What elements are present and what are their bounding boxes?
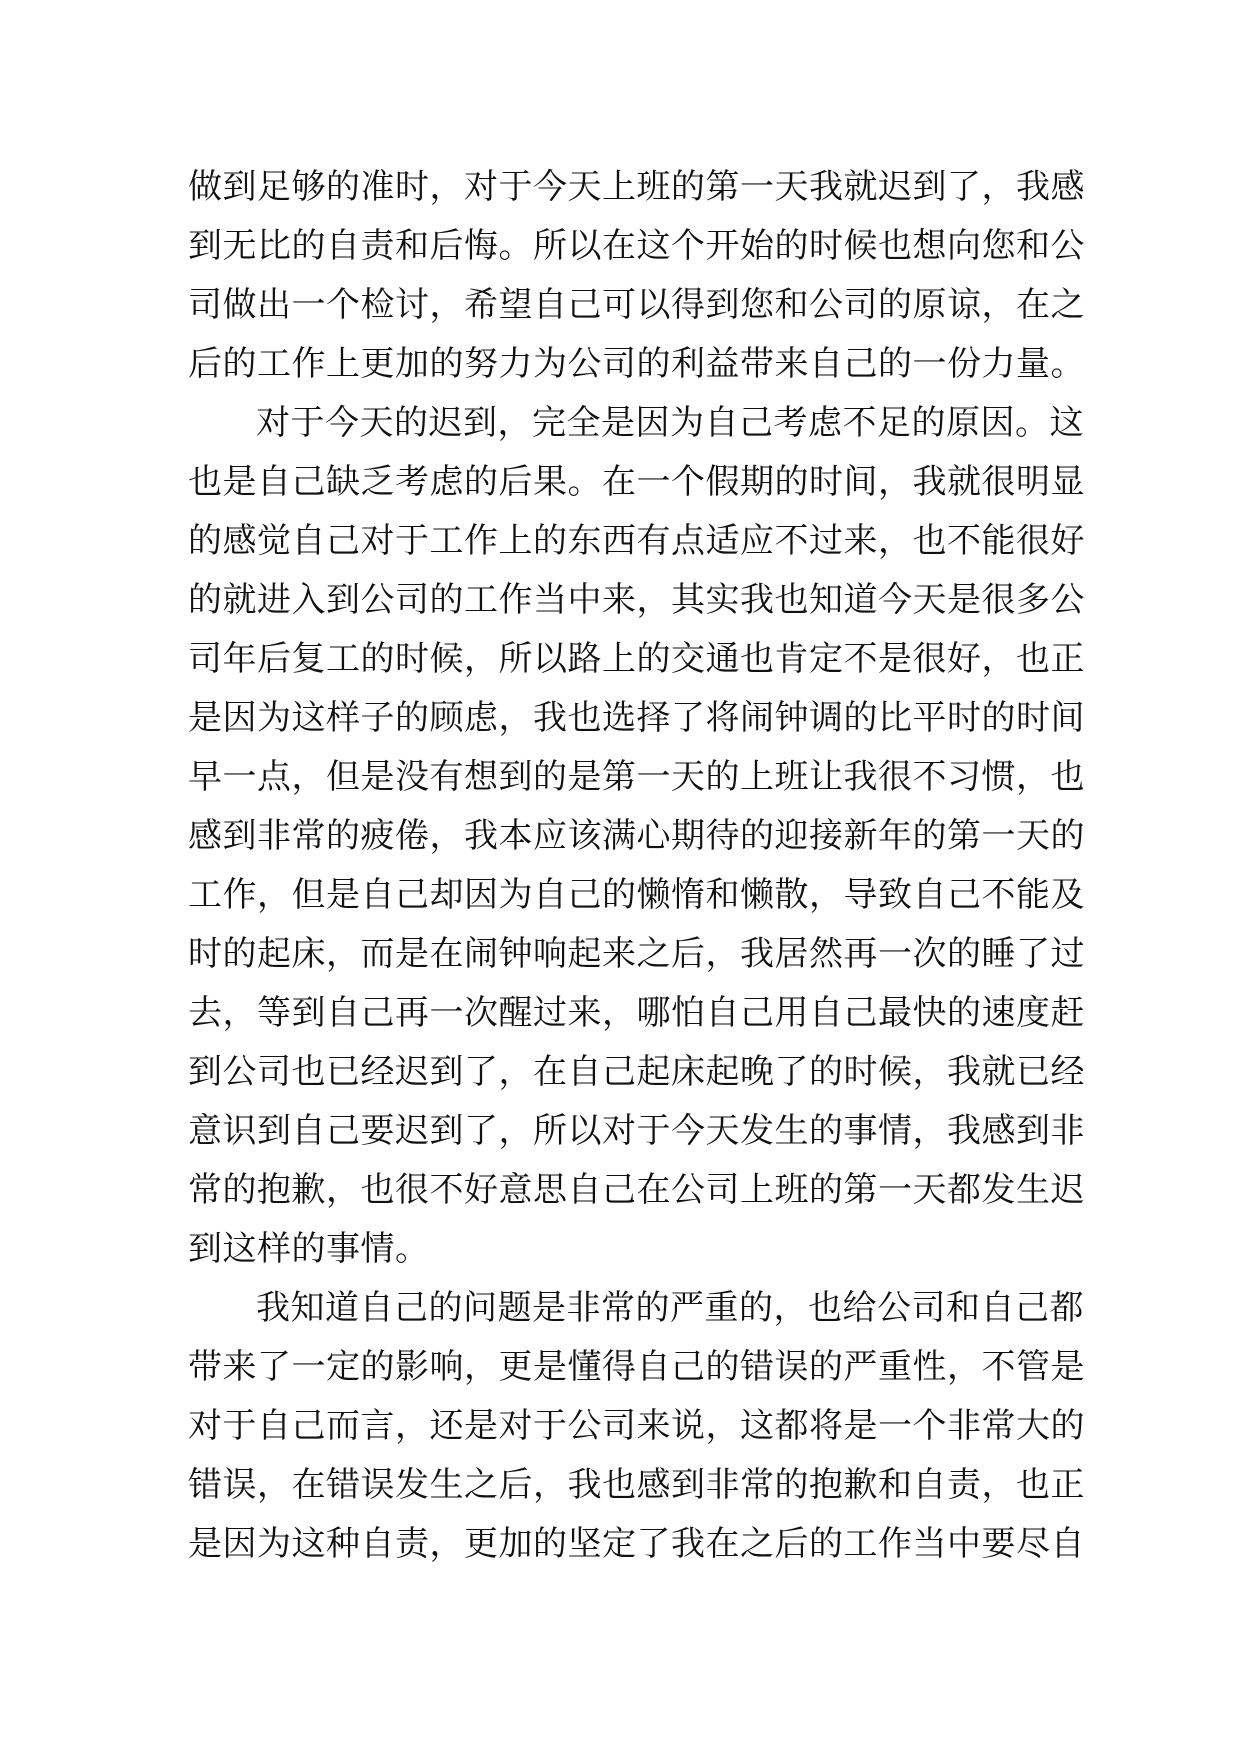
text-line: 司年后复工的时候，所以路上的交通也肯定不是很好，也正 — [188, 639, 1085, 679]
paragraph-1 — [188, 158, 1085, 394]
document-body — [188, 158, 1085, 1574]
text-line: 的就进入到公司的工作当中来，其实我也知道今天是很多公 — [188, 580, 1085, 620]
text-line: 对于自己而言，还是对于公司来说，这都将是一个非常大的 — [188, 1406, 1085, 1446]
text-line: 时的起床，而是在闹钟响起来之后，我居然再一次的睡了过 — [188, 934, 1085, 974]
text-line: 我知道自己的问题是非常的严重的，也给公司和自己都 — [256, 1288, 1084, 1328]
text-line: 错误，在错误发生之后，我也感到非常的抱歉和自责，也正 — [188, 1465, 1085, 1505]
text-line: 感到非常的疲倦，我本应该满心期待的迎接新年的第一天的 — [188, 816, 1085, 856]
text-line: 到这样的事情。 — [188, 1229, 430, 1269]
text-line: 去，等到自己再一次醒过来，哪怕自己用自己最快的速度赶 — [188, 993, 1085, 1033]
text-line: 到公司也已经迟到了，在自己起床起晚了的时候，我就已经 — [188, 1052, 1085, 1092]
text-line: 也是自己缺乏考虑的后果。在一个假期的时间，我就很明显 — [188, 462, 1085, 502]
text-line: 做到足够的准时，对于今天上班的第一天我就迟到了，我感 — [188, 167, 1085, 207]
text-line: 的感觉自己对于工作上的东西有点适应不过来，也不能很好 — [188, 521, 1085, 561]
text-line: 是因为这样子的顾虑，我也选择了将闹钟调的比平时的时间 — [188, 698, 1085, 738]
paragraph-3 — [188, 1279, 1085, 1574]
text-line: 司做出一个检讨，希望自己可以得到您和公司的原谅，在之 — [188, 285, 1085, 325]
text-line: 工作，但是自己却因为自己的懒惰和懒散，导致自己不能及 — [188, 875, 1085, 915]
text-line: 是因为这种自责，更加的坚定了我在之后的工作当中要尽自 — [188, 1524, 1085, 1564]
text-line: 早一点，但是没有想到的是第一天的上班让我很不习惯，也 — [188, 757, 1085, 797]
text-line: 后的工作上更加的努力为公司的利益带来自己的一份力量。 — [188, 344, 1085, 384]
text-line: 意识到自己要迟到了，所以对于今天发生的事情，我感到非 — [188, 1111, 1085, 1151]
text-line: 到无比的自责和后悔。所以在这个开始的时候也想向您和公 — [188, 226, 1085, 266]
paragraph-2 — [188, 394, 1085, 1279]
text-line: 对于今天的迟到，完全是因为自己考虑不足的原因。这 — [256, 403, 1084, 443]
text-line: 常的抱歉，也很不好意思自己在公司上班的第一天都发生迟 — [188, 1170, 1085, 1210]
text-line: 带来了一定的影响，更是懂得自己的错误的严重性，不管是 — [188, 1347, 1085, 1387]
